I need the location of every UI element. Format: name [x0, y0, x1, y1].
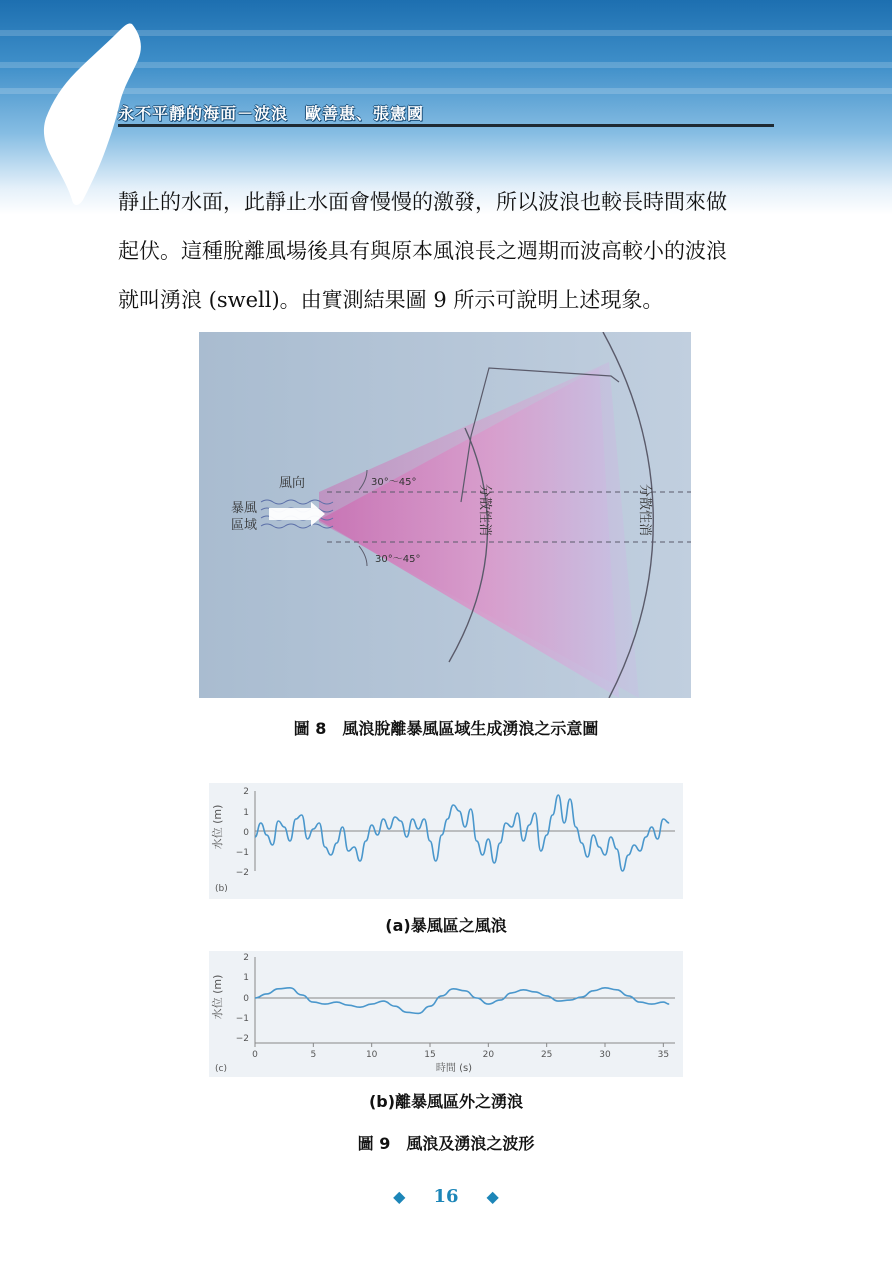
figure-9b-caption: (b)離暴風區外之湧浪 — [368, 1092, 524, 1111]
wind-wave-plot — [209, 783, 683, 899]
page-footer — [0, 1186, 892, 1207]
running-header-title: 永不平靜的海面－波浪 歐善惠、張憲國 — [118, 104, 425, 123]
x-tick-label: 5 — [310, 1050, 317, 1060]
wind-direction-label: 風向 — [279, 476, 306, 491]
ylabel: 水位 (m) — [211, 974, 224, 1020]
swell-plot — [209, 951, 683, 1077]
swell-series-line — [255, 988, 669, 1014]
y-tick-label: −1 — [235, 1014, 249, 1024]
page-number: 16 — [433, 1186, 459, 1207]
figure-8-diagram — [199, 332, 691, 698]
dispersion-label-1: 分散性消 — [477, 484, 492, 537]
y-tick-label: 0 — [243, 828, 249, 838]
paragraph-line: 起伏。這種脫離風場後具有與原本風浪長之週期而波高較小的波浪 — [118, 239, 727, 263]
figure-8-caption: 圖 8 風浪脫離暴風區域生成湧浪之示意圖 — [293, 719, 599, 738]
x-tick-label: 10 — [365, 1050, 378, 1060]
y-tick-label: −2 — [235, 868, 249, 878]
diamond-icon: ◆ — [393, 1187, 406, 1206]
y-tick-label: 2 — [243, 787, 249, 797]
header-divider — [118, 124, 774, 127]
ylabel: 水位 (m) — [211, 804, 224, 850]
x-tick-label: 0 — [252, 1050, 258, 1060]
panel-label: (c) — [215, 1064, 227, 1074]
storm-area-label-2: 區域 — [231, 518, 258, 533]
figure-9-caption: 圖 9 風浪及湧浪之波形 — [357, 1134, 535, 1153]
y-tick-label: −1 — [235, 848, 249, 858]
storm-area-label-1: 暴風 — [231, 501, 258, 516]
angle-upper-label: 30°～45° — [371, 477, 417, 488]
paragraph-line: 靜止的水面，此靜止水面會慢慢的激發，所以波浪也較長時間來做 — [118, 190, 727, 214]
diamond-icon: ◆ — [486, 1187, 499, 1206]
x-tick-label: 20 — [482, 1050, 495, 1060]
paragraph-line: 就叫湧浪 (swell)。由實測結果圖 9 所示可說明上述現象。 — [118, 288, 664, 312]
dispersion-label-2: 分散性消 — [637, 484, 652, 537]
body-paragraph — [118, 178, 778, 325]
xlabel: 時間 (s) — [435, 1063, 473, 1074]
y-tick-label: 2 — [243, 953, 249, 963]
angle-lower-label: 30°～45° — [375, 554, 421, 565]
x-tick-label: 25 — [540, 1050, 553, 1060]
x-tick-label: 30 — [599, 1050, 611, 1060]
y-tick-label: −2 — [235, 1034, 249, 1044]
wave-series-line — [255, 795, 669, 871]
y-tick-label: 1 — [243, 808, 249, 818]
y-tick-label: 1 — [243, 973, 249, 983]
panel-label: (b) — [215, 884, 228, 894]
x-tick-label: 15 — [424, 1050, 436, 1060]
figure-9a-caption: (a)暴風區之風浪 — [385, 916, 507, 935]
x-tick-label: 35 — [657, 1050, 670, 1060]
y-tick-label: 0 — [243, 994, 249, 1004]
